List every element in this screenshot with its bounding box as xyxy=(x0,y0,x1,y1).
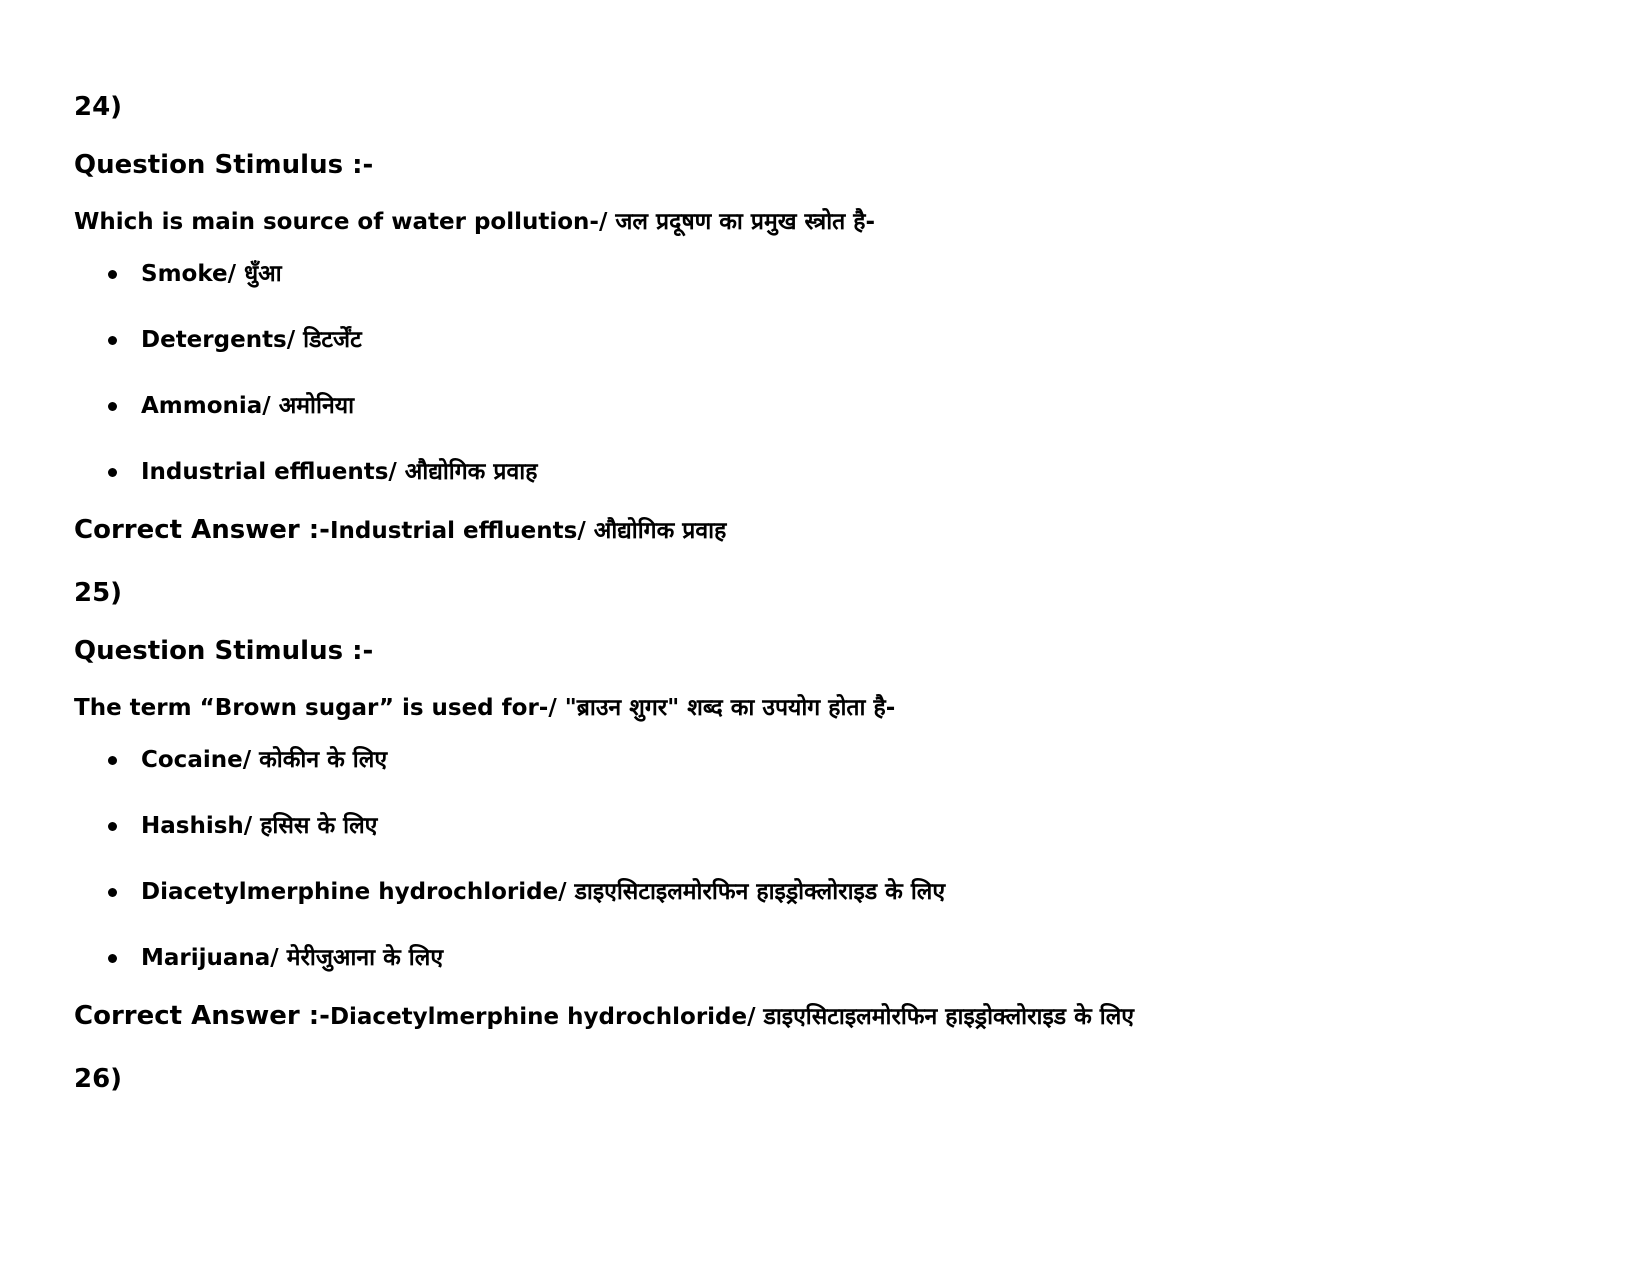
bullet-icon xyxy=(108,402,117,411)
bullet-icon xyxy=(108,468,117,477)
question-number: 25) xyxy=(74,578,123,608)
option-item xyxy=(74,258,1614,290)
question-stimulus-label: Question Stimulus :- xyxy=(74,636,374,666)
option-text: Cocaine/ कोकीन के लिए xyxy=(141,747,388,773)
bullet-icon xyxy=(108,954,117,963)
question-stimulus-text: The term “Brown sugar” is used for-/ "ब्राउन शुगर" शब्द का उपयोग होता है- xyxy=(74,695,896,721)
correct-answer-text: Industrial effluents/ औद्योगिक प्रवाह xyxy=(329,518,727,544)
option-text: Industrial effluents/ औद्योगिक प्रवाह xyxy=(141,459,538,485)
bullet-icon xyxy=(108,756,117,765)
option-item xyxy=(74,942,1614,974)
option-item xyxy=(74,456,1614,488)
option-item xyxy=(74,810,1614,842)
question-number-next: 26) xyxy=(74,1064,123,1094)
option-list xyxy=(74,258,1614,488)
option-text: Diacetylmerphine hydrochloride/ डाइएसिटाइलमोरफिन हाइड्रोक्लोराइड के लिए xyxy=(141,879,946,905)
option-item xyxy=(74,876,1614,908)
option-item xyxy=(74,390,1614,422)
question-stimulus-text: Which is main source of water pollution-/ जल प्रदूषण का प्रमुख स्त्रोत है- xyxy=(74,209,876,235)
option-text: Detergents/ डिटर्जेंट xyxy=(141,327,362,353)
option-item xyxy=(74,744,1614,776)
correct-answer-label: Correct Answer :- xyxy=(74,1001,330,1031)
option-text: Hashish/ हसिस के लिए xyxy=(141,813,378,839)
option-item xyxy=(74,324,1614,356)
document-page xyxy=(74,90,1614,1096)
bullet-icon xyxy=(108,822,117,831)
option-text: Ammonia/ अमोनिया xyxy=(141,393,355,419)
bullet-icon xyxy=(108,888,117,897)
question-stimulus-label: Question Stimulus :- xyxy=(74,150,374,180)
bullet-icon xyxy=(108,270,117,279)
correct-answer-text: Diacetylmerphine hydrochloride/ डाइएसिटाइलमोरफिन हाइड्रोक्लोराइड के लिए xyxy=(329,1004,1135,1030)
correct-answer xyxy=(74,1000,1614,1032)
correct-answer-label: Correct Answer :- xyxy=(74,515,330,545)
bullet-icon xyxy=(108,336,117,345)
question-number: 24) xyxy=(74,92,123,122)
option-list xyxy=(74,744,1614,974)
question-block-25 xyxy=(74,576,1614,1032)
option-text: Marijuana/ मेरीजुआना के लिए xyxy=(141,945,444,971)
option-text: Smoke/ धुँआ xyxy=(141,261,282,287)
question-block-24 xyxy=(74,90,1614,546)
correct-answer xyxy=(74,514,1614,546)
